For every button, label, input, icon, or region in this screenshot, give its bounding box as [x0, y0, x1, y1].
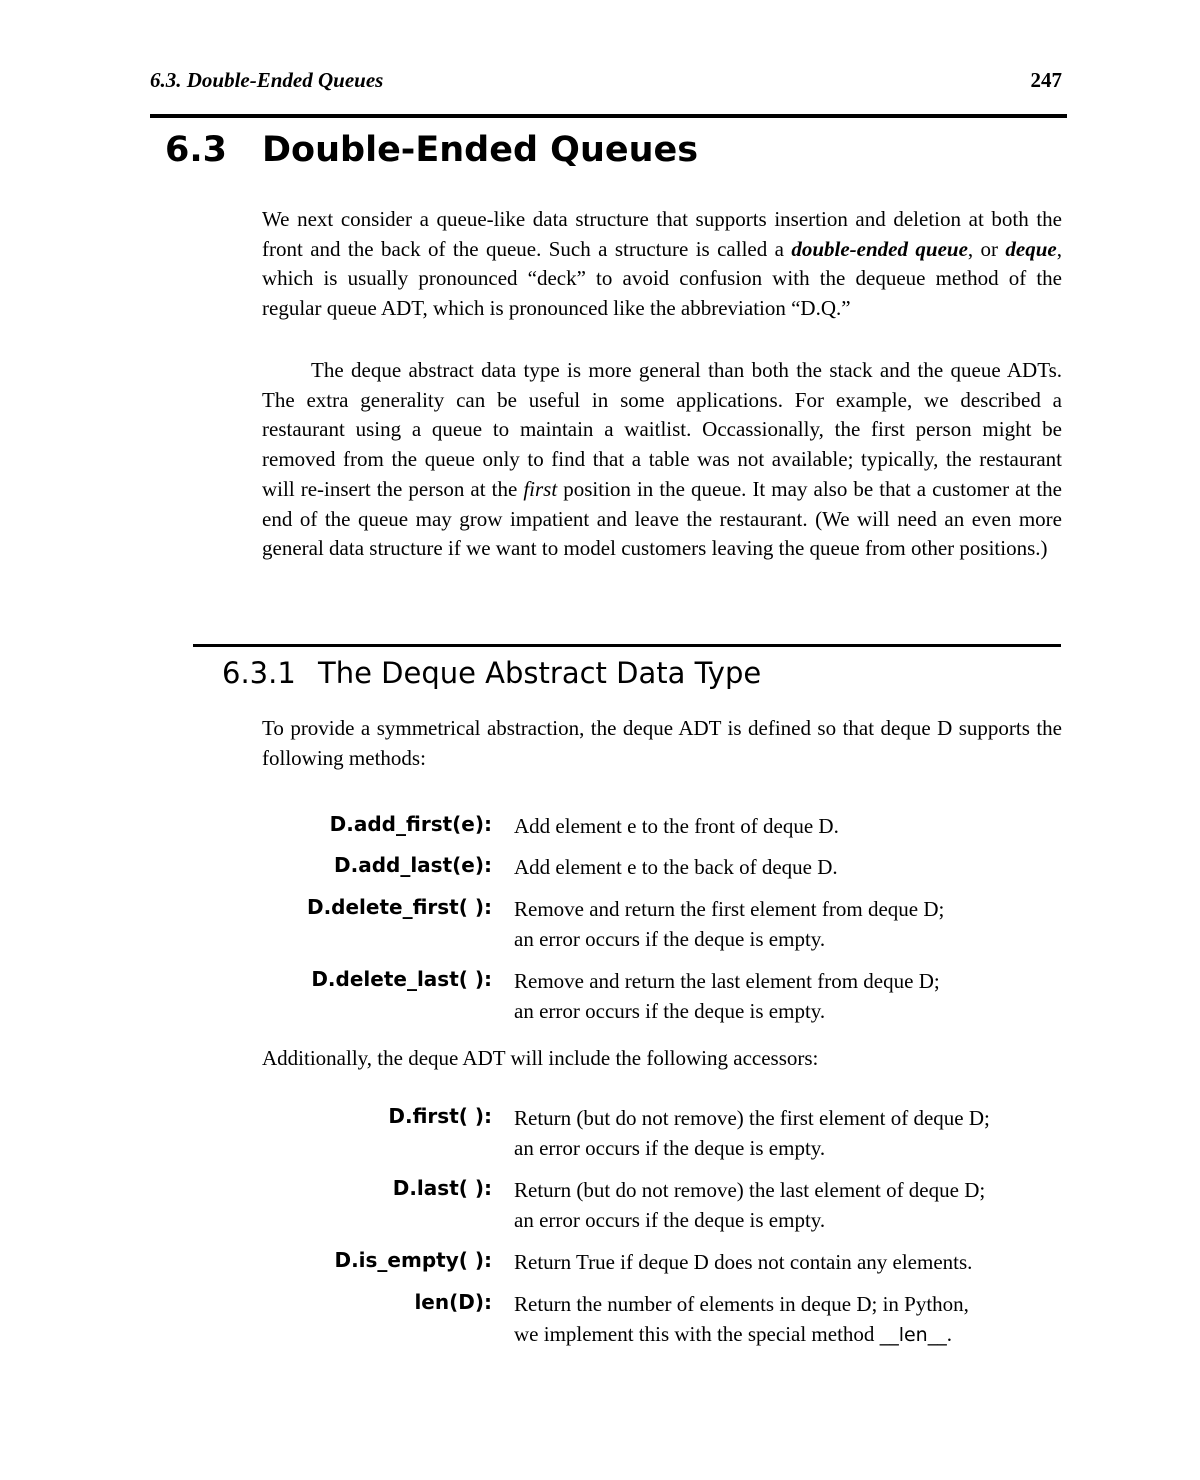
method-description	[514, 1176, 1062, 1235]
methods-intro-paragraph: To provide a symmetrical abstraction, the deque ADT is defined so that deque D supports the following methods:	[262, 716, 1062, 770]
method-desc-line: an error occurs if the deque is empty.	[514, 1207, 826, 1232]
method-description	[514, 853, 1062, 883]
header-rule	[150, 114, 1067, 118]
method-name: D.delete_last( ):	[311, 967, 492, 991]
method-description	[514, 1290, 1062, 1350]
term-deque: deque	[1005, 236, 1057, 261]
subsection-heading	[222, 656, 761, 690]
generality-paragraph	[262, 356, 1062, 564]
method-name: D.last( ):	[392, 1176, 492, 1200]
running-head	[150, 68, 1062, 102]
section-heading	[165, 130, 698, 170]
subsection-number: 6.3.1	[222, 656, 296, 690]
p1-text-e: , which is usually pronounced “deck” to avoid confusion with the dequeue method of the regular queue ADT, which is pronounced like the abbreviation “D.Q.”	[262, 236, 1062, 321]
p1-text-c: , or	[967, 236, 1006, 261]
method-name: D.add_last(e):	[334, 853, 492, 877]
emphasis-first: first	[523, 476, 558, 501]
method-desc-line: an error occurs if the deque is empty.	[514, 926, 826, 951]
subsection-title: The Deque Abstract Data Type	[318, 656, 762, 690]
method-desc-line: an error occurs if the deque is empty.	[514, 1135, 826, 1160]
page-number: 247	[1030, 68, 1062, 92]
section-title: Double-Ended Queues	[262, 130, 699, 170]
term-double-ended-queue: double-ended queue	[791, 236, 968, 261]
method-desc-line: Return (but do not remove) the first element of deque D;	[514, 1106, 990, 1130]
method-name: D.is_empty( ):	[334, 1248, 492, 1272]
method-name: len(D):	[414, 1290, 492, 1314]
method-description	[514, 812, 1062, 842]
p2-text-c: position in the queue. It may also be that a customer at the end of the queue may grow impatient and leave the restaurant. (We will need an even more general data structure if we want to model customers leaving the queue from other positions.)	[262, 476, 1062, 561]
special-method-len: __len__	[879, 1323, 947, 1346]
subsection-rule	[193, 644, 1061, 647]
method-desc-line	[514, 1320, 1062, 1351]
method-description	[514, 1248, 1062, 1278]
method-name: D.delete_first( ):	[306, 895, 492, 919]
method-name: D.add_first(e):	[329, 812, 492, 836]
method-desc-line: Remove and return the first element from deque D;	[514, 897, 945, 921]
method-desc-line: Return (but do not remove) the last element of deque D;	[514, 1178, 986, 1202]
accessors-intro-paragraph: Additionally, the deque ADT will include the following accessors:	[262, 1046, 819, 1070]
method-desc-text: we implement this with the special method	[514, 1321, 880, 1346]
method-desc-line: Remove and return the last element from deque D;	[514, 969, 940, 993]
section-number: 6.3	[165, 130, 228, 170]
method-desc-line: Return the number of elements in deque D; in Python,	[514, 1292, 969, 1316]
method-desc-line: Return True if deque D does not contain any elements.	[514, 1250, 973, 1274]
method-desc-line: Add element e to the back of deque D.	[514, 855, 838, 879]
method-desc-text: .	[946, 1321, 952, 1346]
method-description	[514, 967, 1062, 1026]
running-head-title: 6.3. Double-Ended Queues	[150, 68, 384, 92]
method-desc-line: Add element e to the front of deque D.	[514, 814, 839, 838]
method-description	[514, 1104, 1062, 1163]
intro-paragraph	[262, 205, 1062, 324]
method-desc-line: an error occurs if the deque is empty.	[514, 998, 826, 1023]
p2-text-a: The deque abstract data type is more general than both the stack and the queue ADTs. The extra generality can be useful in some applications. For example, we described a restaurant using a queue to maintain a waitlist. Occassionally, the first person might be removed from the queue only to find that a table was not available; typically, the restaurant will re-insert the person at the	[262, 358, 1062, 501]
method-description	[514, 895, 1062, 954]
method-name: D.first( ):	[388, 1104, 492, 1128]
p1-text-a: We next consider a queue-like data structure that supports insertion and deletion at both the front and the back of the queue. Such a structure is called a	[262, 207, 1062, 261]
